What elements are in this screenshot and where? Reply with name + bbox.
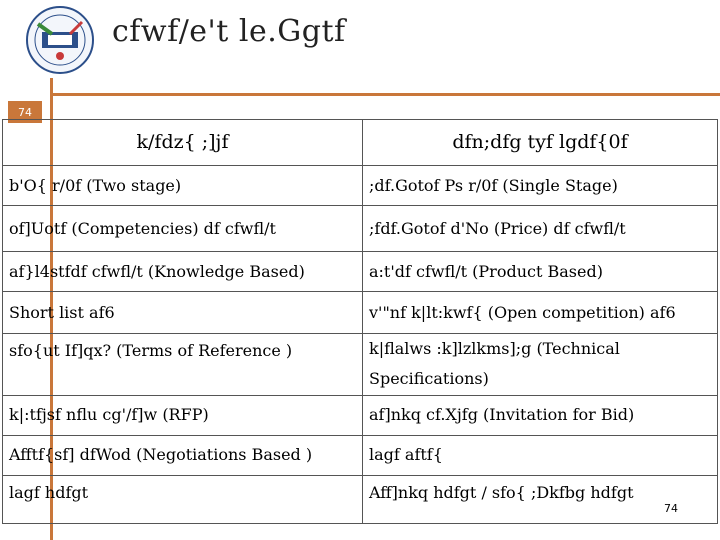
table-cell: ;df.Gotof Ps r/0f (Single Stage) <box>363 166 718 206</box>
table-row <box>3 334 718 396</box>
table-cell: Aff]nkq hdfgt / sfo{ ;Dkfbg hdfgt <box>363 475 718 523</box>
table-row <box>3 252 718 292</box>
table-cell: b'O{ r/0f (Two stage) <box>3 166 363 206</box>
table-row <box>3 435 718 475</box>
slide-number: 74 <box>664 502 678 515</box>
table-header-row <box>3 120 718 166</box>
table-row <box>3 166 718 206</box>
table-cell: Afftf{sf] dfWod (Negotiations Based ) <box>3 435 363 475</box>
comparison-table <box>2 119 718 524</box>
table-cell: k|:tfjsf nflu cg'/f]w (RFP) <box>3 395 363 435</box>
table-cell: of]Uotf (Competencies) df cfwfl/t <box>3 206 363 252</box>
table-cell: a:t'df cfwfl/t (Product Based) <box>363 252 718 292</box>
table-cell: lagf hdfgt <box>3 475 363 523</box>
table-row <box>3 395 718 435</box>
table-row <box>3 475 718 523</box>
horizontal-accent-rule <box>50 93 720 96</box>
table-cell: sfo{ut If]qx? (Terms of Reference ) <box>3 334 363 396</box>
logo-emblem-icon <box>8 4 112 76</box>
institution-logo <box>8 4 112 76</box>
table-cell: lagf aftf{ <box>363 435 718 475</box>
table-cell: af]nkq cf.Xjfg (Invitation for Bid) <box>363 395 718 435</box>
slide-number-badge: 74 <box>8 101 42 123</box>
column-header: dfn;dfg tyf lgdf{0f <box>363 120 718 166</box>
table-cell: v'"nf k|lt:kwf{ (Open competition) af6 <box>363 292 718 334</box>
table-cell: af}l4stfdf cfwfl/t (Knowledge Based) <box>3 252 363 292</box>
table-cell: Short list af6 <box>3 292 363 334</box>
column-header: k/fdz{ ;]jf <box>3 120 363 166</box>
page-title: cfwf/e't le.Ggtf <box>112 14 346 49</box>
table-row <box>3 206 718 252</box>
table-cell: ;fdf.Gotof d'No (Price) df cfwfl/t <box>363 206 718 252</box>
table-row <box>3 292 718 334</box>
table-cell: k|flalws :k]lzlkms];g (Technical Specifications) <box>363 334 718 396</box>
